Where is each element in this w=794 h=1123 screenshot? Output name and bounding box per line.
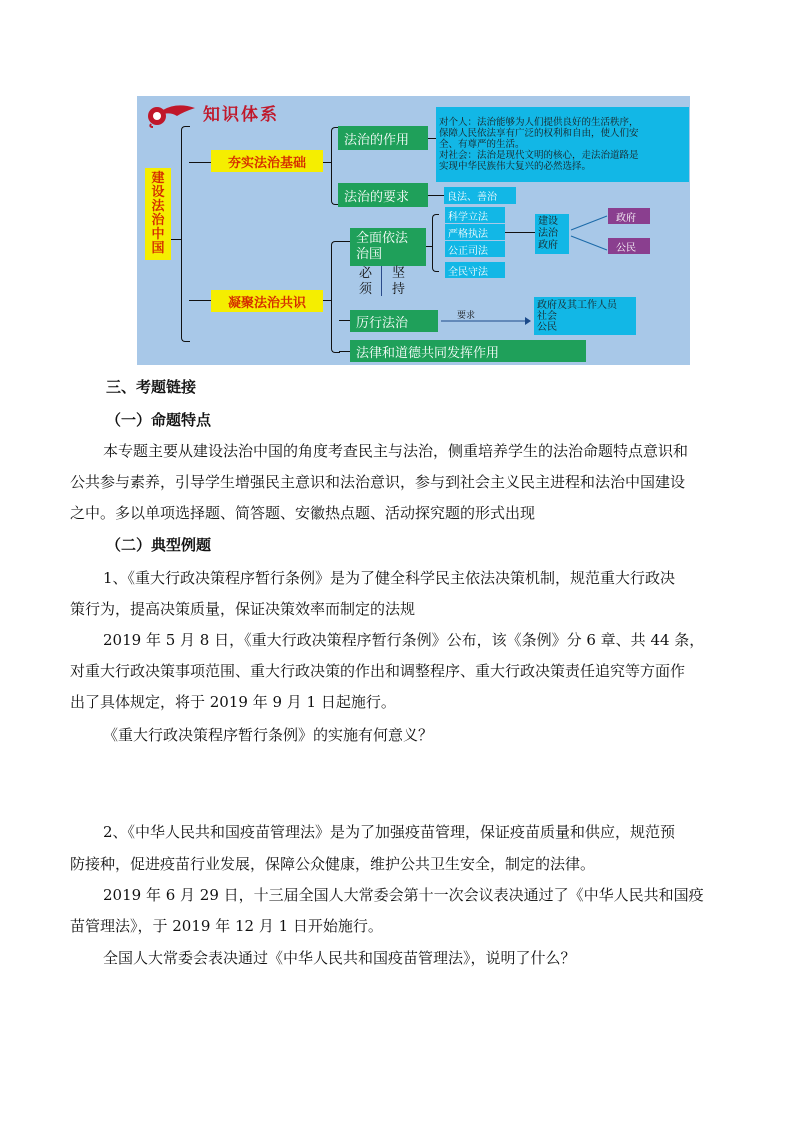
role-desc-line: 全、有尊严的生活。 bbox=[439, 139, 525, 150]
subject-line: 公民 bbox=[537, 321, 557, 333]
question2-intro: 2、《中华人民共和国疫苗管理法》是为了加强疫苗管理，保证疫苗质量和供应，规范预 bbox=[103, 823, 676, 841]
law-gov-line: 法治 bbox=[538, 228, 558, 239]
question1-body: 2019 年 5 月 8 日，《重大行政决策程序暂行条例》公布，该《条例》分 6 章、共 44 条， bbox=[103, 631, 705, 649]
comprehensive-line: 全面依法 bbox=[356, 231, 409, 246]
subsection-examples: （二）典型例题 bbox=[106, 536, 212, 554]
paragraph-line: 本专题主要从建设法治中国的角度考查民主与法治，侧重培养学生的法治命题特点意识和 bbox=[103, 442, 689, 460]
root-char: 治 bbox=[151, 213, 165, 228]
question2-intro: 防接种，促进疫苗行业发展，保障公众健康，维护公共卫生安全，制定的法律。 bbox=[70, 855, 596, 873]
insist-label bbox=[392, 266, 408, 302]
law-and-morality: 法律和道德共同发挥作用 bbox=[350, 340, 586, 362]
root-char: 中 bbox=[151, 227, 165, 242]
role-desc-line: 对社会：法治是现代文明的核心，走法治道路是 bbox=[439, 150, 639, 161]
item-strict-enforcement: 严格执法 bbox=[445, 224, 505, 240]
citizen-node: 公民 bbox=[608, 238, 650, 254]
question1-body: 出了具体规定，将于 2019 年 9 月 1 日起施行。 bbox=[70, 693, 396, 711]
rule-of-law-requirement: 法治的要求 bbox=[338, 183, 428, 207]
subjects-node bbox=[534, 297, 636, 335]
question2-body: 苗管理法》，于 2019 年 12 月 1 日开始施行。 bbox=[70, 917, 383, 935]
insist-char: 持 bbox=[392, 282, 406, 297]
law-based-government bbox=[535, 214, 569, 254]
government-node: 政府 bbox=[608, 208, 650, 224]
mindmap-title: 知识体系 bbox=[203, 105, 279, 125]
item-fair-justice: 公正司法 bbox=[445, 241, 505, 257]
question1-intro: 1、《重大行政决策程序暂行条例》是为了健全科学民主依法决策机制，规范重大行政决 bbox=[103, 569, 676, 587]
rule-of-law-role: 法治的作用 bbox=[338, 126, 428, 150]
insist-char: 坚 bbox=[392, 266, 406, 281]
question1-intro: 策行为，提高决策质量，保证决策效率而制定的法规 bbox=[70, 600, 416, 618]
question1-body: 对重大行政决策事项范围、重大行政决策的作出和调整程序、重大行政决策责任追究等方面作 bbox=[70, 662, 686, 680]
role-desc-line: 对个人：法治能够为人们提供良好的生活秩序， bbox=[439, 117, 639, 128]
subject-line: 政府及其工作人员 bbox=[537, 299, 617, 311]
knowledge-mindmap bbox=[137, 96, 690, 365]
subject-line: 社会 bbox=[537, 310, 557, 322]
ribbon-logo-icon bbox=[143, 100, 199, 128]
role-desc-line: 实现中华民族伟大复兴的必然选择。 bbox=[439, 161, 592, 172]
section-heading: 三、考题链接 bbox=[106, 378, 197, 396]
root-node bbox=[145, 168, 171, 260]
must-char: 必 bbox=[359, 266, 373, 281]
paragraph-line: 之中。多以单项选择题、简答题、安徽热点题、活动探究题的形式出现 bbox=[70, 504, 536, 522]
root-char: 设 bbox=[151, 185, 165, 200]
role-description bbox=[436, 107, 689, 182]
branch-solid-foundation: 夯实法治基础 bbox=[211, 150, 323, 172]
require-arrow-icon bbox=[441, 316, 531, 326]
paragraph-line: 公共参与素养，引导学生增强民主意识和法治意识，参与到社会主义民主进程和法治中国建设 bbox=[70, 473, 686, 491]
question2-question: 全国人大常委会表决通过《中华人民共和国疫苗管理法》，说明了什么？ bbox=[103, 949, 576, 967]
must-label bbox=[359, 266, 375, 302]
good-law-good-governance: 良法、善治 bbox=[444, 187, 516, 204]
role-desc-line: 保障人民依法享有广泛的权利和自由，使人们安 bbox=[439, 128, 639, 139]
comprehensive-rule-of-law bbox=[350, 228, 426, 266]
law-gov-line: 建设 bbox=[538, 216, 558, 227]
item-scientific-legislation: 科学立法 bbox=[445, 207, 505, 223]
root-char: 国 bbox=[151, 241, 165, 256]
subsection-features: （一）命题特点 bbox=[106, 411, 212, 429]
comprehensive-line: 治国 bbox=[356, 247, 383, 262]
must-char: 须 bbox=[359, 282, 373, 297]
law-gov-line: 政府 bbox=[538, 240, 558, 251]
question1-question: 《重大行政决策程序暂行条例》的实施有何意义？ bbox=[103, 726, 434, 744]
branch-consensus: 凝聚法治共识 bbox=[211, 290, 323, 312]
question2-body: 2019 年 6 月 29 日，十三届全国人大常委会第十一次会议表决通过了《中华人民共和国疫 bbox=[103, 886, 704, 904]
item-law-abiding: 全民守法 bbox=[445, 262, 505, 278]
require-label: 要求 bbox=[457, 311, 476, 321]
root-char: 建 bbox=[151, 171, 165, 186]
practice-rule-of-law: 厉行法治 bbox=[350, 310, 438, 332]
root-char: 法 bbox=[151, 199, 165, 214]
